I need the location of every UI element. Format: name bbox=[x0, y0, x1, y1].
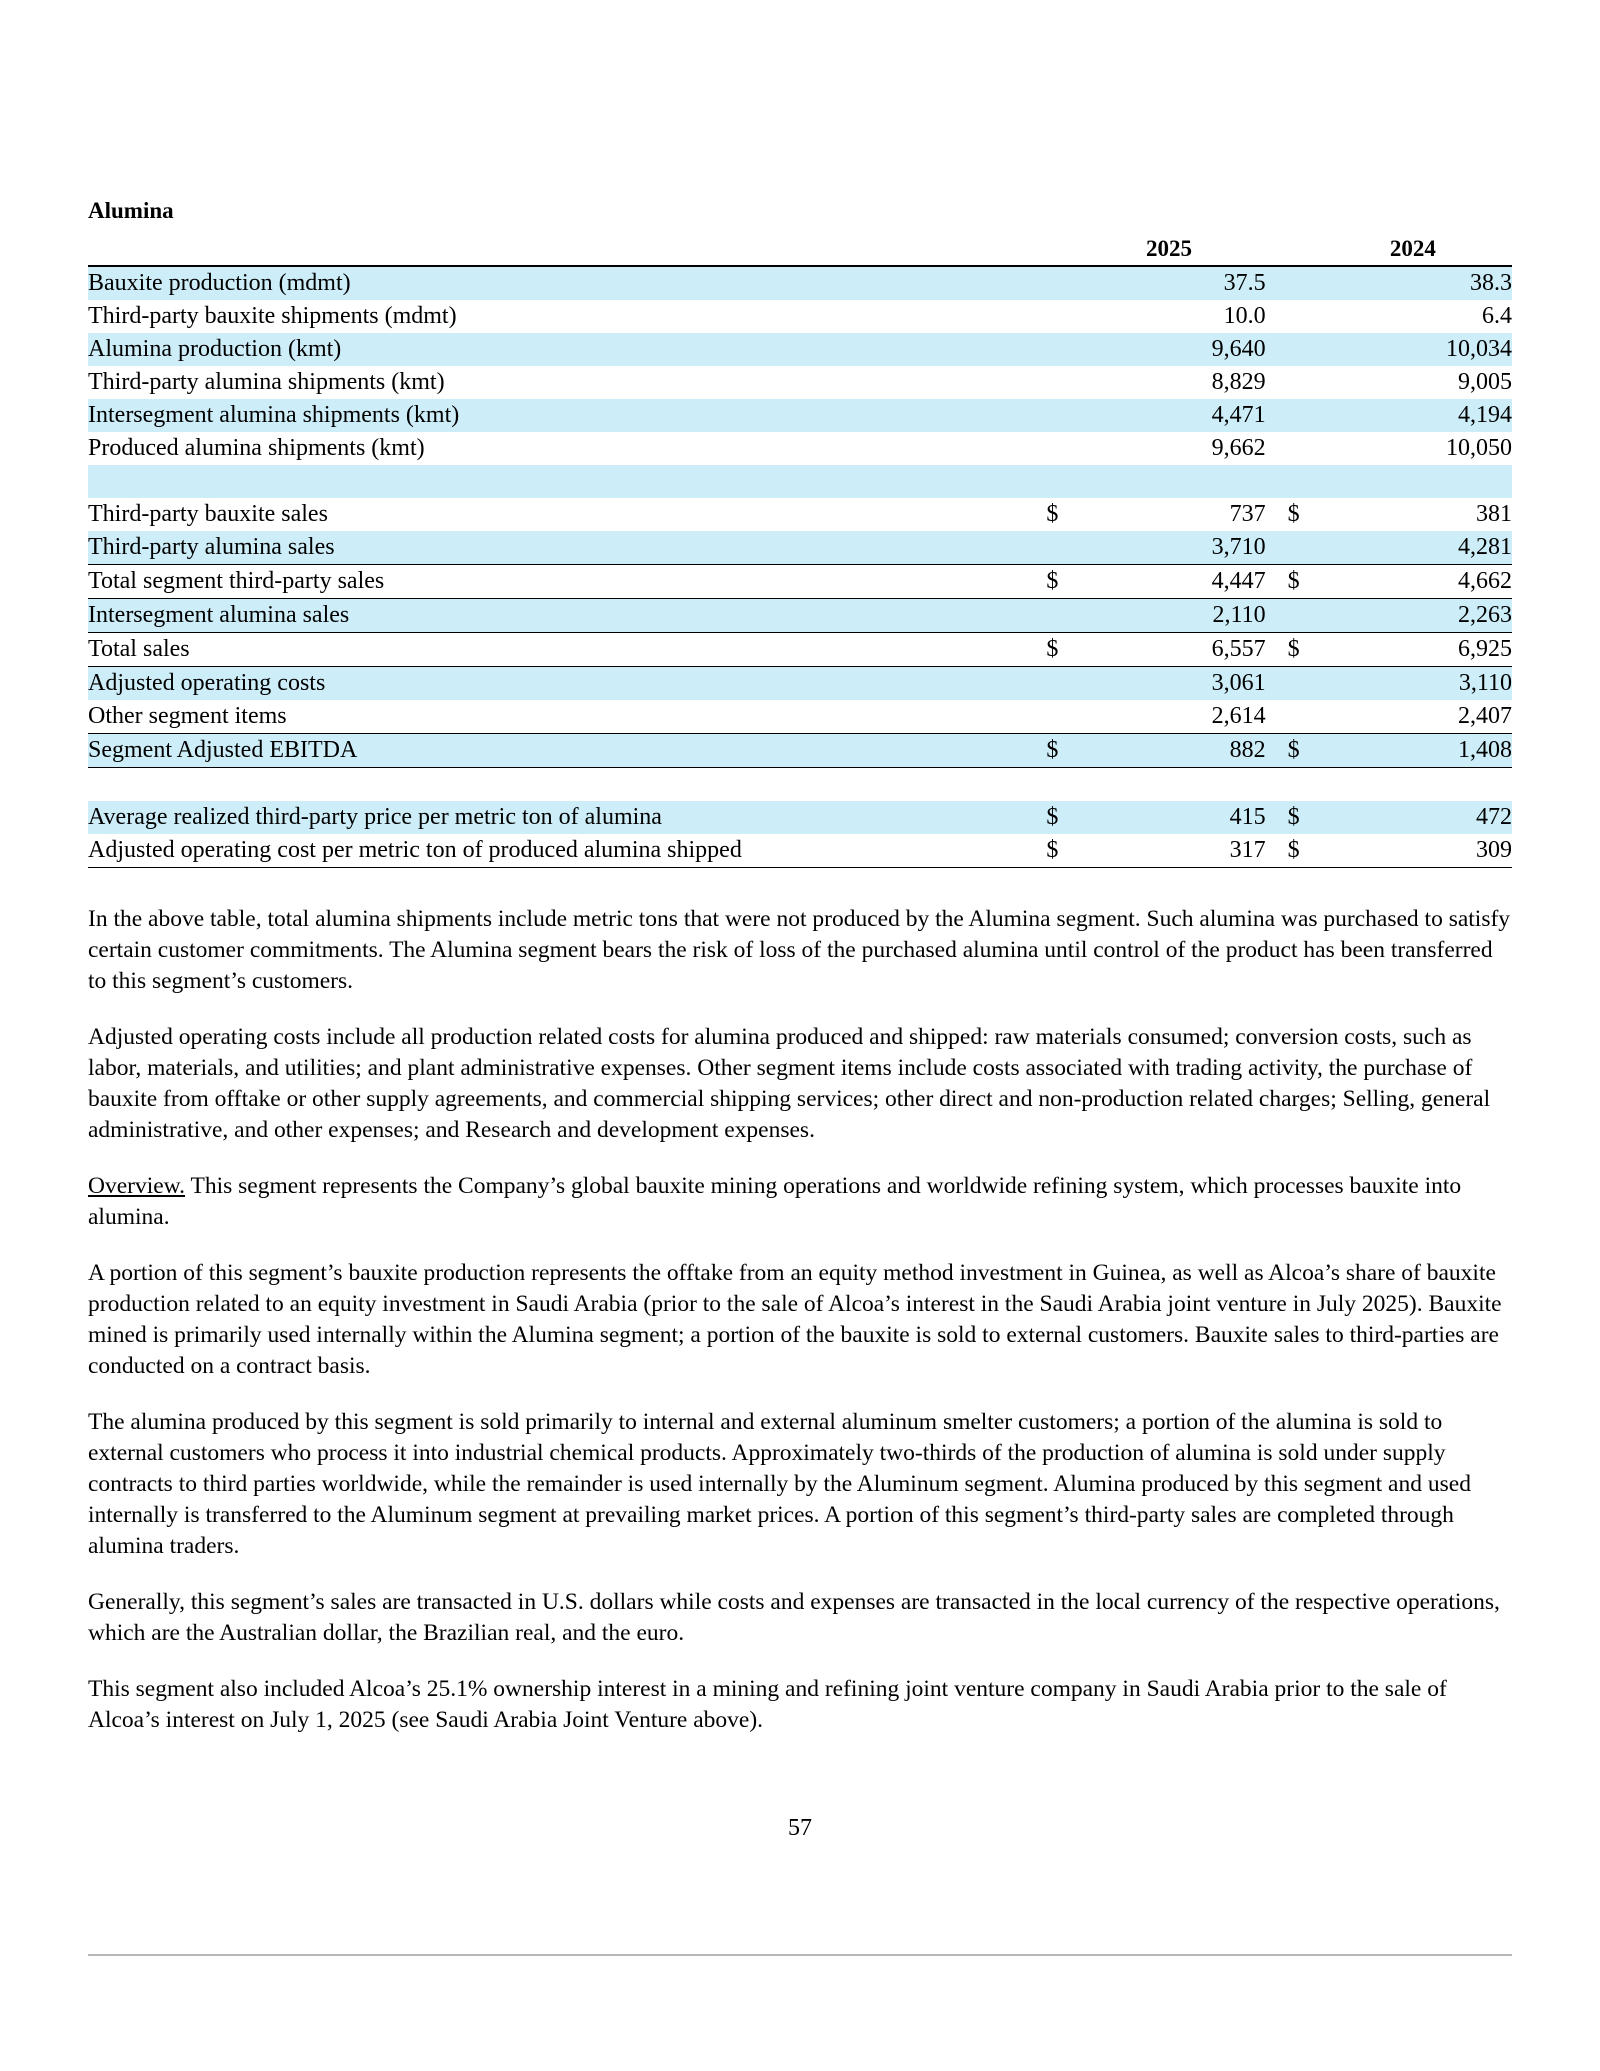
column-gap bbox=[1266, 465, 1288, 498]
value-2025: 415 bbox=[1072, 801, 1265, 834]
currency-symbol-2024 bbox=[1288, 768, 1314, 802]
header-label-cell bbox=[88, 233, 1046, 266]
currency-symbol-2024 bbox=[1288, 465, 1314, 498]
currency-symbol-2024 bbox=[1288, 667, 1314, 701]
currency-symbol-2024 bbox=[1288, 399, 1314, 432]
table-row bbox=[88, 667, 1512, 701]
value-2025: 3,710 bbox=[1072, 531, 1265, 565]
column-gap bbox=[1266, 834, 1288, 868]
currency-symbol-2025 bbox=[1046, 531, 1072, 565]
table-row bbox=[88, 599, 1512, 633]
currency-symbol-2025: $ bbox=[1046, 834, 1072, 868]
currency-symbol-2025: $ bbox=[1046, 734, 1072, 768]
row-label: Other segment items bbox=[88, 703, 287, 729]
overview-heading: Overview. bbox=[88, 1173, 186, 1199]
row-label: Adjusted operating cost per metric ton of produced alumina shipped bbox=[88, 834, 1046, 868]
currency-symbol-2025 bbox=[1046, 399, 1072, 432]
row-label: Produced alumina shipments (kmt) bbox=[88, 435, 425, 461]
currency-symbol-2024: $ bbox=[1288, 801, 1314, 834]
paragraph-saudi-jv: This segment also included Alcoa’s 25.1% ownership interest in a mining and refining joint venture company in Saudi Arabia prior to the sale of Alcoa’s interest on July 1, 2025 (see Saudi Arabia Joint Venture above). bbox=[88, 1676, 1447, 1733]
currency-symbol-2024 bbox=[1288, 700, 1314, 734]
table-row bbox=[88, 633, 1512, 667]
column-gap bbox=[1266, 399, 1288, 432]
currency-symbol-2024 bbox=[1288, 300, 1314, 333]
table-row bbox=[88, 801, 1512, 834]
currency-symbol-2025 bbox=[1046, 700, 1072, 734]
value-2024: 10,050 bbox=[1446, 435, 1512, 461]
currency-symbol-2025: $ bbox=[1046, 501, 1059, 527]
currency-symbol-2025 bbox=[1046, 432, 1072, 465]
currency-symbol-2024 bbox=[1288, 432, 1314, 465]
column-gap bbox=[1266, 498, 1288, 531]
column-gap bbox=[1266, 300, 1288, 333]
table-row bbox=[88, 565, 1512, 599]
column-gap bbox=[1266, 801, 1288, 834]
table-row bbox=[88, 432, 1512, 465]
currency-symbol-2024: $ bbox=[1287, 501, 1300, 527]
column-header-2025: 2025 bbox=[1072, 233, 1265, 266]
table-row bbox=[88, 333, 1512, 366]
column-gap bbox=[1266, 432, 1288, 465]
value-2025: 3,061 bbox=[1072, 667, 1265, 701]
currency-symbol-2024: $ bbox=[1288, 565, 1314, 599]
table-row bbox=[88, 531, 1512, 565]
table-row bbox=[88, 834, 1512, 868]
currency-symbol-2024 bbox=[1288, 599, 1314, 633]
paragraph-overview bbox=[88, 1171, 1512, 1233]
column-gap bbox=[1266, 734, 1288, 768]
value-2024: 6,925 bbox=[1314, 633, 1512, 667]
overview-text: This segment represents the Company’s global bauxite mining operations and worldwide refining system, which processes bauxite into alumina. bbox=[88, 1173, 1462, 1230]
currency-symbol-2025 bbox=[1046, 333, 1072, 366]
value-2024 bbox=[1314, 768, 1512, 802]
value-2025: 9,640 bbox=[1072, 333, 1265, 366]
value-2025: 6,557 bbox=[1072, 633, 1265, 667]
table-row bbox=[88, 366, 1512, 399]
currency-symbol-2024 bbox=[1288, 266, 1314, 300]
currency-symbol-2024 bbox=[1288, 531, 1314, 565]
row-label: Total sales bbox=[88, 633, 1046, 667]
value-2025: 4,471 bbox=[1072, 399, 1265, 432]
column-gap bbox=[1266, 366, 1288, 399]
row-label: Third-party alumina sales bbox=[88, 531, 1046, 565]
table-row bbox=[88, 734, 1512, 768]
column-gap bbox=[1266, 266, 1288, 300]
row-label: Third-party alumina shipments (kmt) bbox=[88, 369, 445, 395]
value-2024: 38.3 bbox=[1314, 266, 1512, 300]
paragraph-shipments-note: In the above table, total alumina shipments include metric tons that were not produced by the Alumina segment. Such alumina was purchased to satisfy certain customer commitments. The Alumina segment bears the risk of loss of the purchased alumina until control of the product has been transferred to this segment’s customers. bbox=[88, 906, 1511, 994]
currency-symbol-2025 bbox=[1046, 465, 1072, 498]
value-2024: 472 bbox=[1314, 801, 1512, 834]
currency-symbol-2025 bbox=[1046, 768, 1072, 802]
table-row bbox=[88, 300, 1512, 333]
value-2025: 317 bbox=[1072, 834, 1265, 868]
value-2024: 381 bbox=[1476, 501, 1512, 527]
currency-symbol-2025 bbox=[1046, 300, 1072, 333]
value-2024: 9,005 bbox=[1458, 369, 1512, 395]
table-row bbox=[88, 266, 1512, 300]
footer-divider bbox=[88, 1954, 1512, 1956]
column-gap bbox=[1266, 599, 1288, 633]
row-label: Intersegment alumina shipments (kmt) bbox=[88, 399, 1046, 432]
value-2024: 2,407 bbox=[1458, 703, 1512, 729]
row-label: Segment Adjusted EBITDA bbox=[88, 734, 1046, 768]
value-2024: 4,194 bbox=[1314, 399, 1512, 432]
table-row bbox=[88, 498, 1512, 531]
row-label: Bauxite production (mdmt) bbox=[88, 266, 1046, 300]
value-2025: 882 bbox=[1072, 734, 1265, 768]
table-row bbox=[88, 700, 1512, 734]
column-gap bbox=[1266, 667, 1288, 701]
value-2025: 4,447 bbox=[1072, 565, 1265, 599]
currency-symbol-2025 bbox=[1046, 266, 1072, 300]
value-2024: 4,281 bbox=[1314, 531, 1512, 565]
currency-symbol-2024 bbox=[1288, 333, 1314, 366]
row-label: Adjusted operating costs bbox=[88, 667, 1046, 701]
page-number: 57 bbox=[788, 1815, 812, 1841]
value-2025: 737 bbox=[1229, 501, 1266, 527]
value-2025: 8,829 bbox=[1211, 369, 1266, 395]
column-gap bbox=[1266, 531, 1288, 565]
column-gap bbox=[1266, 565, 1288, 599]
currency-symbol-2025: $ bbox=[1046, 565, 1072, 599]
value-2025: 9,662 bbox=[1211, 435, 1266, 461]
value-2024: 1,408 bbox=[1314, 734, 1512, 768]
row-label: Average realized third-party price per metric ton of alumina bbox=[88, 801, 1046, 834]
currency-symbol-2025 bbox=[1046, 667, 1072, 701]
value-2025 bbox=[1072, 768, 1265, 802]
paragraph-operating-costs: Adjusted operating costs include all production related costs for alumina produced and shipped: raw materials consumed; conversion costs, such as labor, materials, and utilities; and plant administrative expenses. Other segment items include costs associated with trading activity, the purchase of bauxite from offtake or other supply agreements, and commercial shipping services; other direct and non-production related charges; Selling, general administrative, and other expenses; and Research and development expenses. bbox=[88, 1024, 1491, 1143]
paragraph-bauxite: A portion of this segment’s bauxite production represents the offtake from an equity method investment in Guinea, as well as Alcoa’s share of bauxite production related to an equity investment in Saudi Arabia (prior to the sale of Alcoa’s interest in the Saudi Arabia joint venture in July 2025). Bauxite mined is primarily used internally within the Alumina segment; a portion of the bauxite is sold to external customers. Bauxite sales to third-parties are conducted on a contract basis. bbox=[88, 1260, 1502, 1379]
table-spacer-row bbox=[88, 768, 1512, 802]
row-label bbox=[88, 465, 1046, 498]
currency-symbol-2025 bbox=[1046, 366, 1072, 399]
row-label: Third-party bauxite shipments (mdmt) bbox=[88, 303, 457, 329]
column-gap bbox=[1266, 333, 1288, 366]
column-gap bbox=[1266, 768, 1288, 802]
value-2024: 4,662 bbox=[1314, 565, 1512, 599]
row-label: Alumina production (kmt) bbox=[88, 333, 1046, 366]
column-gap bbox=[1266, 633, 1288, 667]
value-2025 bbox=[1072, 465, 1265, 498]
currency-symbol-2024: $ bbox=[1288, 734, 1314, 768]
column-gap bbox=[1266, 700, 1288, 734]
currency-symbol-2025 bbox=[1046, 599, 1072, 633]
row-label: Total segment third-party sales bbox=[88, 565, 1046, 599]
table-row bbox=[88, 399, 1512, 432]
value-2025: 2,614 bbox=[1211, 703, 1266, 729]
narrative-text bbox=[88, 904, 1512, 1761]
column-header-2024: 2024 bbox=[1314, 233, 1512, 266]
row-label: Third-party bauxite sales bbox=[88, 501, 328, 527]
currency-symbol-2024: $ bbox=[1288, 834, 1314, 868]
value-2025: 37.5 bbox=[1072, 266, 1265, 300]
paragraph-alumina-sales: The alumina produced by this segment is sold primarily to internal and external aluminum smelter customers; a portion of the alumina is sold to external customers who process it into industrial chemical products. Approximately two-thirds of the production of alumina is sold under supply contracts to third parties worldwide, while the remainder is used internally by the Aluminum segment. Alumina produced by this segment and used internally is transferred to the Aluminum segment at prevailing market prices. A portion of this segment’s third-party sales are completed through alumina traders. bbox=[88, 1409, 1471, 1559]
row-label: Intersegment alumina sales bbox=[88, 599, 1046, 633]
currency-symbol-2024: $ bbox=[1288, 633, 1314, 667]
value-2025: 10.0 bbox=[1223, 303, 1266, 329]
currency-symbol-2025: $ bbox=[1046, 801, 1072, 834]
value-2024: 2,263 bbox=[1314, 599, 1512, 633]
value-2024: 309 bbox=[1314, 834, 1512, 868]
currency-symbol-2024 bbox=[1288, 366, 1314, 399]
value-2025: 2,110 bbox=[1072, 599, 1265, 633]
row-label bbox=[88, 768, 1046, 802]
section-title: Alumina bbox=[88, 198, 174, 223]
value-2024: 3,110 bbox=[1314, 667, 1512, 701]
value-2024: 6.4 bbox=[1482, 303, 1512, 329]
paragraph-currency: Generally, this segment’s sales are transacted in U.S. dollars while costs and expenses are transacted in the local currency of the respective operations, which are the Australian dollar, the Brazilian real, and the euro. bbox=[88, 1589, 1500, 1646]
currency-symbol-2025: $ bbox=[1046, 633, 1072, 667]
alumina-financial-table bbox=[88, 233, 1512, 868]
table-header-row bbox=[88, 233, 1512, 266]
value-2024: 10,034 bbox=[1314, 333, 1512, 366]
value-2024 bbox=[1314, 465, 1512, 498]
table-spacer-row bbox=[88, 465, 1512, 498]
